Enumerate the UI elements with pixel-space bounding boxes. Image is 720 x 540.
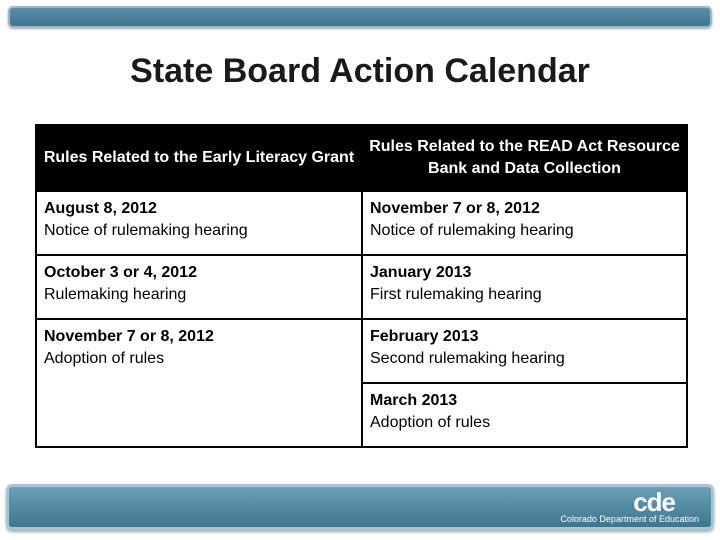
table-row xyxy=(36,255,687,319)
event-description: Adoption of rules xyxy=(44,350,165,367)
event-date: March 2013 xyxy=(370,392,458,409)
page-title: State Board Action Calendar xyxy=(130,52,590,90)
event-date: October 3 or 4, 2012 xyxy=(44,264,197,281)
table-cell xyxy=(362,319,687,383)
calendar-table xyxy=(35,124,688,448)
event-date: November 7 or 8, 2012 xyxy=(370,200,540,217)
table-row xyxy=(36,319,687,383)
event-date: August 8, 2012 xyxy=(44,200,157,217)
column-header-read-act: Rules Related to the READ Act Resource Bank and Data Collection xyxy=(362,125,687,191)
table-cell xyxy=(362,255,687,319)
table-cell xyxy=(362,383,687,447)
table-cell xyxy=(36,255,362,319)
event-description: Rulemaking hearing xyxy=(44,286,187,303)
cde-logo xyxy=(531,487,701,527)
logo-text: Colorado Department of Education xyxy=(560,514,699,524)
table-header-row xyxy=(36,125,687,191)
table-cell xyxy=(36,191,362,255)
event-date: February 2013 xyxy=(370,328,479,345)
event-description: Second rulemaking hearing xyxy=(370,350,565,367)
top-decorative-bar xyxy=(8,6,712,28)
table-cell xyxy=(36,319,362,447)
column-header-early-literacy: Rules Related to the Early Literacy Grant xyxy=(36,125,362,191)
table-row xyxy=(36,191,687,255)
logo-mark: cde xyxy=(633,487,675,517)
footer-bar xyxy=(6,484,714,530)
table-cell xyxy=(362,191,687,255)
event-description: Adoption of rules xyxy=(370,414,491,431)
event-description: First rulemaking hearing xyxy=(370,286,542,303)
event-date: January 2013 xyxy=(370,264,472,281)
event-description: Notice of rulemaking hearing xyxy=(370,222,574,239)
event-description: Notice of rulemaking hearing xyxy=(44,222,248,239)
event-date: November 7 or 8, 2012 xyxy=(44,328,214,345)
